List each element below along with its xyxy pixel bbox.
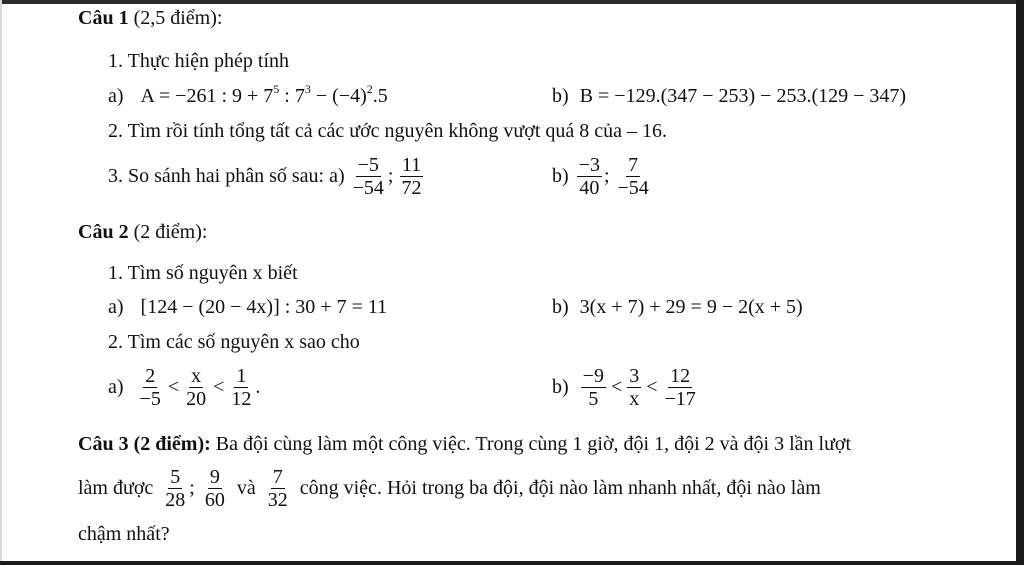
fraction-12-minus17 <box>663 365 698 410</box>
fraction-numerator: 12 <box>670 364 691 387</box>
q2-a-expr: [124 − (20 − 4x)] : 30 + 7 = 11 <box>140 296 388 318</box>
q1-item1: 1. Thực hiện phép tính <box>108 50 289 72</box>
q1-a-part1: A = −261 : 9 + 7 <box>140 85 274 107</box>
q1-a-part2: : 7 <box>279 85 305 107</box>
fraction-denominator: 60 <box>204 488 225 511</box>
fraction-numerator: 3 <box>629 364 640 387</box>
right-border <box>1016 0 1024 565</box>
q2-points: (2 điểm): <box>128 221 208 243</box>
q1-a-label: a) <box>108 85 124 107</box>
q3-line1 <box>78 432 851 456</box>
fraction-denominator: 12 <box>231 387 252 410</box>
q1-item3-row <box>108 151 425 201</box>
fraction-denominator: 40 <box>579 176 600 199</box>
q2-b-expr: 3(x + 7) + 29 = 9 − 2(x + 5) <box>579 296 803 318</box>
q2-item1: 1. Tìm số nguyên x biết <box>108 262 298 284</box>
q1-a-exp2: 3 <box>304 82 311 96</box>
q2-a2-label: a) <box>108 376 124 398</box>
q1-b-expr: B = −129.(347 − 253) − 253.(129 − 347) <box>579 85 907 107</box>
fraction-denominator: −17 <box>664 387 696 410</box>
fraction-numerator: 9 <box>209 465 220 488</box>
q3-text1: Ba đội cùng làm một công việc. Trong cùng 1 giờ, đội 1, đội 2 và đội 3 lần lượt <box>210 433 852 455</box>
fraction-5-28 <box>163 466 187 511</box>
q2-b2-label: b) <box>552 376 569 398</box>
less-than-sign: < <box>167 376 180 398</box>
q2-b2-row <box>552 362 700 412</box>
q1-item3-text: 3. So sánh hai phân số sau: a) <box>108 165 345 187</box>
q1-a-part3: − (−4) <box>310 85 367 107</box>
fraction-numerator: 2 <box>145 364 156 387</box>
fraction-numerator: 1 <box>236 364 247 387</box>
q2-item2: 2. Tìm các số nguyên x sao cho <box>108 331 360 353</box>
fraction-7-minus54 <box>616 154 651 199</box>
less-than-sign: < <box>213 376 225 398</box>
fraction-1-12 <box>229 365 253 410</box>
fraction-minus9-5 <box>581 365 606 410</box>
fraction-minus3-40 <box>577 154 602 199</box>
q1-item2: 2. Tìm rồi tính tổng tất cả các ước nguyên không vượt quá 8 của – 16. <box>108 120 668 142</box>
q1-a-part4: .5 <box>372 85 388 107</box>
fraction-denominator: x <box>629 387 640 410</box>
q2-b-label: b) <box>552 296 569 318</box>
q1-a-exp3: 2 <box>366 82 373 96</box>
q1-a-expr <box>140 82 388 107</box>
fraction-denominator: 28 <box>165 488 186 511</box>
fraction-3-x <box>627 365 641 410</box>
q2-title: Câu 2 <box>78 221 129 243</box>
q2-a-label: a) <box>108 296 124 318</box>
q3-title: Câu 3 (2 điểm): <box>78 433 211 455</box>
fraction-9-60 <box>203 466 227 511</box>
top-border <box>0 0 1024 4</box>
fraction-numerator: 11 <box>401 153 422 176</box>
fraction-x-20 <box>184 365 208 410</box>
fraction-numerator: 5 <box>170 465 181 488</box>
fraction-denominator: −5 <box>139 387 161 410</box>
q1-item3b-label: b) <box>552 165 569 187</box>
period: . <box>255 376 261 398</box>
q1-a-row <box>108 84 388 110</box>
fraction-denominator: 72 <box>401 176 422 199</box>
q1-b-row <box>552 84 906 108</box>
fraction-denominator: −54 <box>352 176 384 199</box>
q2-heading <box>78 220 207 244</box>
q3-line3: chậm nhất? <box>78 523 170 545</box>
fraction-11-72 <box>399 154 423 199</box>
less-than-sign: < <box>646 376 658 398</box>
fraction-denominator: 32 <box>267 488 288 511</box>
fraction-numerator: 7 <box>628 153 639 176</box>
bottom-border <box>0 561 1024 565</box>
fraction-denominator: −54 <box>617 176 649 199</box>
separator: ; <box>603 165 610 187</box>
q1-title: Câu 1 <box>78 7 129 29</box>
q1-heading <box>78 6 222 30</box>
left-border <box>0 0 2 565</box>
fraction-numerator: 7 <box>272 465 283 488</box>
fraction-minus5-minus54 <box>351 154 386 199</box>
q2-a-row <box>108 295 387 319</box>
q3-tail: công việc. Hỏi trong ba đội, đội nào làm nhanh nhất, đội nào làm <box>299 477 821 499</box>
q2-b-row <box>552 295 803 319</box>
fraction-numerator: x <box>191 364 202 387</box>
q1-item3b-row <box>552 151 653 201</box>
fraction-denominator: 20 <box>186 387 207 410</box>
conjunction-va: và <box>236 477 256 499</box>
q1-b-label: b) <box>552 85 569 107</box>
fraction-7-32 <box>266 466 290 511</box>
separator: ; <box>387 165 394 187</box>
fraction-numerator: −3 <box>578 153 600 176</box>
q3-line2 <box>78 461 821 515</box>
q1-a-exp1: 5 <box>273 82 280 96</box>
fraction-2-minus5 <box>138 365 163 410</box>
fraction-numerator: −9 <box>582 364 604 387</box>
separator: ; <box>189 477 195 499</box>
q2-a2-row <box>108 362 260 412</box>
less-than-sign: < <box>610 376 623 398</box>
q1-points: (2,5 điểm): <box>128 7 223 29</box>
fraction-numerator: −5 <box>357 153 379 176</box>
q3-lead: làm được <box>78 477 154 499</box>
fraction-denominator: 5 <box>588 387 599 410</box>
